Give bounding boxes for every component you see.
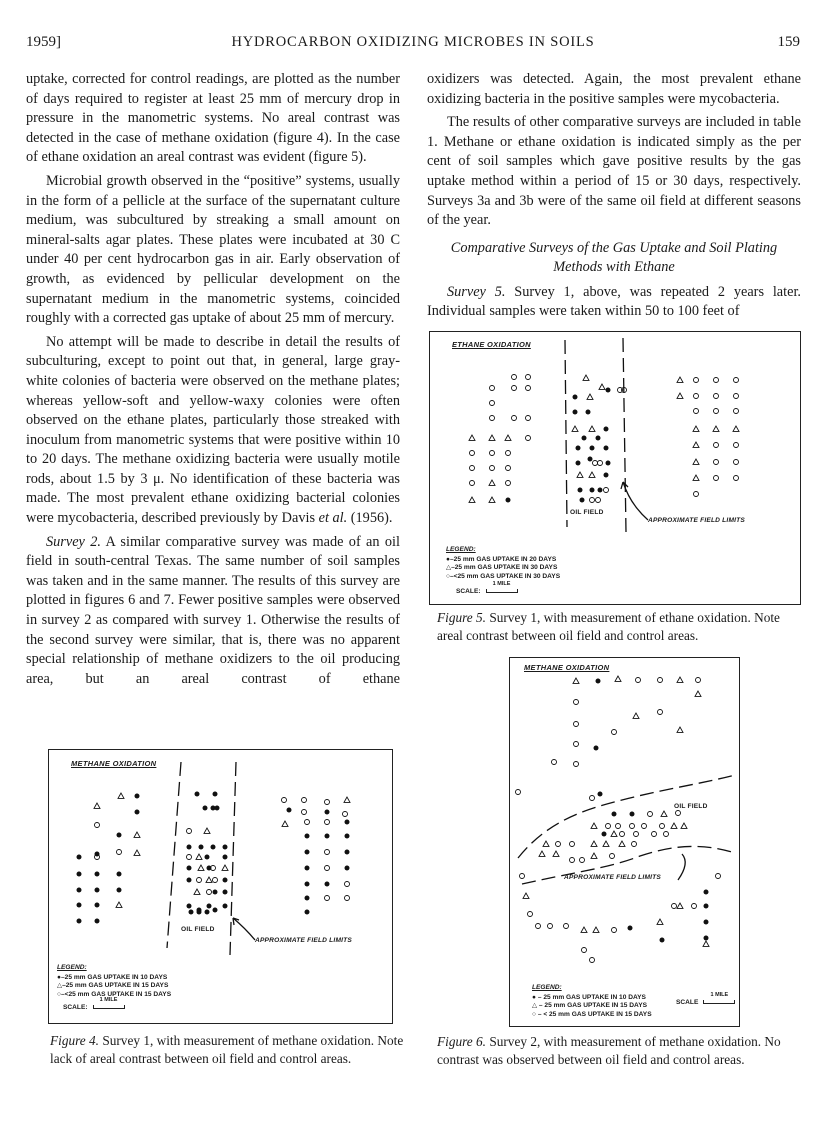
- open-circle-marker: [593, 461, 598, 466]
- open-circle-marker: [590, 498, 595, 503]
- filled-circle-marker: [117, 833, 122, 838]
- open-circle-marker: [696, 678, 701, 683]
- filled-circle-marker: [205, 855, 210, 860]
- open-circle-marker: [117, 850, 122, 855]
- filled-circle-marker: [117, 872, 122, 877]
- filled-circle-marker: [189, 910, 194, 915]
- filled-circle-marker: [213, 890, 218, 895]
- figure-5-map: [429, 331, 801, 605]
- filled-circle-marker: [223, 878, 228, 883]
- triangle-marker: [695, 691, 701, 696]
- open-circle-marker: [620, 832, 625, 837]
- triangle-marker: [198, 865, 204, 870]
- filled-circle-marker: [573, 410, 578, 415]
- open-circle-marker: [345, 896, 350, 901]
- triangle-marker: [599, 384, 605, 389]
- oil-field-label: OIL FIELD: [570, 509, 604, 516]
- filled-circle-marker: [305, 850, 310, 855]
- open-circle-marker: [660, 824, 665, 829]
- filled-circle-marker: [135, 810, 140, 815]
- triangle-marker: [591, 853, 597, 858]
- open-circle-marker: [95, 823, 100, 828]
- open-circle-marker: [714, 409, 719, 414]
- running-header: [26, 34, 800, 54]
- filled-circle-marker: [704, 920, 709, 925]
- open-circle-marker: [574, 700, 579, 705]
- filled-circle-marker: [345, 834, 350, 839]
- open-circle-marker: [574, 762, 579, 767]
- filled-circle-marker: [197, 910, 202, 915]
- open-circle-marker: [604, 488, 609, 493]
- filled-circle-marker: [704, 890, 709, 895]
- figure-4-legend: LEGEND: ●–25 mm GAS UPTAKE IN 10 DAYS △–25 mm GAS UPTAKE IN 15 DAYS ○–<25 mm GAS UPTAKE IN 15 DAYS: [57, 964, 172, 998]
- open-circle-marker: [556, 842, 561, 847]
- triangle-marker: [591, 823, 597, 828]
- open-circle-marker: [490, 416, 495, 421]
- figure-5-caption: Figure 5. Survey 1, with measurement of ethane oxidation. Note areal contrast between oil field and control areas.: [437, 610, 780, 643]
- filled-circle-marker: [704, 936, 709, 941]
- open-circle-marker: [734, 443, 739, 448]
- filled-circle-marker: [77, 919, 82, 924]
- triangle-marker: [677, 727, 683, 732]
- filled-circle-marker: [594, 746, 599, 751]
- open-circle-marker: [664, 832, 669, 837]
- filled-circle-marker: [325, 834, 330, 839]
- field-limits-label: APPROXIMATE FIELD LIMITS: [564, 874, 661, 881]
- filled-circle-marker: [578, 488, 583, 493]
- filled-circle-marker: [77, 872, 82, 877]
- filled-circle-marker: [77, 888, 82, 893]
- triangle-marker: [713, 426, 719, 431]
- field-limits-label: APPROXIMATE FIELD LIMITS: [255, 937, 352, 944]
- triangle-marker: [693, 475, 699, 480]
- open-circle-marker: [658, 710, 663, 715]
- triangle-marker: [587, 394, 593, 399]
- open-circle-marker: [714, 476, 719, 481]
- figure-5-legend: LEGEND: ●–25 mm GAS UPTAKE IN 20 DAYS △–25 mm GAS UPTAKE IN 30 DAYS ○–<25 mm GAS UPTAKE IN 30 DAYS: [446, 546, 561, 580]
- field-limit-arrow: [623, 482, 648, 520]
- field-boundary-line: [518, 775, 735, 858]
- triangle-marker: [118, 793, 124, 798]
- filled-circle-marker: [598, 488, 603, 493]
- open-circle-marker: [714, 378, 719, 383]
- triangle-marker: [677, 677, 683, 682]
- open-circle-marker: [634, 832, 639, 837]
- open-circle-marker: [610, 854, 615, 859]
- paragraph: oxidizers was detected. Again, the most prevalent ethane oxidizing bacteria in the positive samples were mycobacteria.: [427, 71, 801, 107]
- open-circle-marker: [325, 866, 330, 871]
- triangle-marker: [693, 426, 699, 431]
- filled-circle-marker: [345, 850, 350, 855]
- filled-circle-marker: [606, 461, 611, 466]
- filled-circle-marker: [305, 910, 310, 915]
- filled-circle-marker: [590, 446, 595, 451]
- open-circle-marker: [632, 842, 637, 847]
- open-circle-marker: [512, 375, 517, 380]
- filled-circle-marker: [305, 882, 310, 887]
- open-circle-marker: [526, 375, 531, 380]
- field-limits-label: APPROXIMATE FIELD LIMITS: [648, 517, 745, 524]
- open-circle-marker: [714, 443, 719, 448]
- open-circle-marker: [590, 796, 595, 801]
- open-circle-marker: [648, 812, 653, 817]
- open-circle-marker: [714, 460, 719, 465]
- open-circle-marker: [606, 824, 611, 829]
- open-circle-marker: [694, 409, 699, 414]
- scale-bar: SCALE: 1 MILE: [63, 1004, 125, 1011]
- oil-field-label: OIL FIELD: [674, 803, 708, 810]
- filled-circle-marker: [95, 903, 100, 908]
- scale-bar: SCALE 1 MILE: [676, 999, 735, 1006]
- page-number: 159: [777, 34, 800, 50]
- open-circle-marker: [490, 386, 495, 391]
- open-circle-marker: [734, 409, 739, 414]
- triangle-marker: [204, 828, 210, 833]
- open-circle-marker: [570, 842, 575, 847]
- triangle-marker: [693, 459, 699, 464]
- filled-circle-marker: [606, 388, 611, 393]
- filled-circle-marker: [77, 903, 82, 908]
- triangle-marker: [583, 375, 589, 380]
- open-circle-marker: [612, 730, 617, 735]
- open-circle-marker: [187, 855, 192, 860]
- open-circle-marker: [470, 451, 475, 456]
- triangle-marker: [489, 435, 495, 440]
- open-circle-marker: [580, 858, 585, 863]
- figure-4-title: METHANE OXIDATION: [71, 759, 157, 768]
- open-circle-marker: [197, 878, 202, 883]
- open-circle-marker: [676, 811, 681, 816]
- open-circle-marker: [506, 466, 511, 471]
- open-circle-marker: [490, 451, 495, 456]
- filled-circle-marker: [213, 792, 218, 797]
- open-circle-marker: [574, 722, 579, 727]
- triangle-marker: [194, 889, 200, 894]
- filled-circle-marker: [602, 832, 607, 837]
- open-circle-marker: [714, 394, 719, 399]
- open-circle-marker: [506, 481, 511, 486]
- open-circle-marker: [598, 461, 603, 466]
- running-title: HYDROCARBON OXIDIZING MICROBES IN SOILS: [231, 34, 595, 50]
- filled-circle-marker: [612, 812, 617, 817]
- triangle-marker: [94, 803, 100, 808]
- open-circle-marker: [470, 481, 475, 486]
- paragraph: Survey 5. Survey 1, above, was repeated 2 years later. Individual samples were taken within 50 to 100 feet of: [427, 283, 801, 320]
- open-circle-marker: [512, 386, 517, 391]
- triangle-marker: [671, 823, 677, 828]
- open-circle-marker: [490, 466, 495, 471]
- filled-circle-marker: [580, 498, 585, 503]
- triangle-marker: [206, 877, 212, 882]
- open-circle-marker: [528, 912, 533, 917]
- open-circle-marker: [694, 378, 699, 383]
- filled-circle-marker: [573, 395, 578, 400]
- figure-6-title: METHANE OXIDATION: [524, 663, 610, 672]
- open-circle-marker: [536, 924, 541, 929]
- filled-circle-marker: [704, 904, 709, 909]
- filled-circle-marker: [207, 904, 212, 909]
- right-column: [427, 70, 801, 322]
- open-circle-marker: [470, 466, 475, 471]
- triangle-marker: [661, 811, 667, 816]
- triangle-marker: [505, 435, 511, 440]
- open-circle-marker: [490, 401, 495, 406]
- field-boundary-line: [565, 340, 567, 527]
- filled-circle-marker: [77, 855, 82, 860]
- section-subheading: Comparative Surveys of the Gas Uptake and Soil Plating Methods with Ethane: [450, 239, 778, 275]
- filled-circle-marker: [95, 919, 100, 924]
- filled-circle-marker: [187, 866, 192, 871]
- filled-circle-marker: [325, 882, 330, 887]
- filled-circle-marker: [223, 904, 228, 909]
- figure-6-plot: [510, 658, 739, 1026]
- filled-circle-marker: [345, 866, 350, 871]
- triangle-marker: [116, 902, 122, 907]
- filled-circle-marker: [506, 498, 511, 503]
- filled-circle-marker: [596, 436, 601, 441]
- open-circle-marker: [616, 824, 621, 829]
- open-circle-marker: [302, 810, 307, 815]
- triangle-marker: [703, 941, 709, 946]
- triangle-marker: [581, 927, 587, 932]
- open-circle-marker: [345, 882, 350, 887]
- figure-4-map: [48, 749, 393, 1024]
- open-circle-marker: [642, 824, 647, 829]
- filled-circle-marker: [588, 457, 593, 462]
- open-circle-marker: [734, 394, 739, 399]
- figure-6-legend: LEGEND: ● – 25 mm GAS UPTAKE IN 10 DAYS △ – 25 mm GAS UPTAKE IN 15 DAYS ○ – < 25 mm GAS UPTAKE IN 15 DAYS: [532, 984, 652, 1018]
- triangle-marker: [619, 841, 625, 846]
- triangle-marker: [134, 832, 140, 837]
- triangle-marker: [489, 480, 495, 485]
- open-circle-marker: [564, 924, 569, 929]
- filled-circle-marker: [199, 845, 204, 850]
- triangle-marker: [603, 841, 609, 846]
- open-circle-marker: [590, 958, 595, 963]
- filled-circle-marker: [203, 806, 208, 811]
- filled-circle-marker: [598, 792, 603, 797]
- paragraph: Microbial growth observed in the “positive” systems, usually in the form of a pellicle at the surface of the supernatant culture medium, was subcultured by streaking a small amount on mineral-salts agar plates. These plates were incubated at 30 C under 40 per cent hydrocarbon gas in air. Early observation of growth, as evidenced by pellicular development on the supernatant medium in the manometric systems, coincided roughly with a corrected gas uptake of about 25 mm of mercury.: [26, 172, 400, 327]
- open-circle-marker: [658, 678, 663, 683]
- open-circle-marker: [672, 904, 677, 909]
- filled-circle-marker: [195, 792, 200, 797]
- scale-bar: SCALE: 1 MILE: [456, 588, 518, 595]
- figure-5-title: ETHANE OXIDATION: [452, 340, 531, 349]
- filled-circle-marker: [223, 845, 228, 850]
- filled-circle-marker: [586, 410, 591, 415]
- filled-circle-marker: [305, 866, 310, 871]
- open-circle-marker: [570, 858, 575, 863]
- open-circle-marker: [526, 416, 531, 421]
- filled-circle-marker: [223, 890, 228, 895]
- open-circle-marker: [516, 790, 521, 795]
- paragraph: The results of other comparative surveys are included in table 1. Methane or ethane oxidation is indicated simply as the per cent of soil samples which gave positive results by the gas uptake method within a period of 15 or 30 days, respectively. Surveys 3a and 3b were of the same oil field at different seasons of the year.: [427, 114, 801, 229]
- open-circle-marker: [652, 832, 657, 837]
- open-circle-marker: [325, 800, 330, 805]
- open-circle-marker: [305, 820, 310, 825]
- triangle-marker: [593, 927, 599, 932]
- paragraph: Survey 2. A similar comparative survey was made of an oil field in south-central Texas. The same number of soil samples was taken and in the same manner. The results of this survey are plotted in figures 6 and 7. Fewer positive samples were observed in survey 2 as compared with survey 1. Otherwise the results of the second survey were similar, that is, there was no apparent special relationship of methane oxidizers to the oil producing area, but an areal contrast of ethane: [26, 533, 400, 687]
- open-circle-marker: [506, 451, 511, 456]
- triangle-marker: [611, 831, 617, 836]
- open-circle-marker: [716, 874, 721, 879]
- open-circle-marker: [325, 820, 330, 825]
- filled-circle-marker: [576, 446, 581, 451]
- open-circle-marker: [548, 924, 553, 929]
- field-boundary-line: [623, 338, 626, 532]
- triangle-marker: [657, 919, 663, 924]
- field-boundary-line: [167, 762, 181, 948]
- triangle-marker: [693, 442, 699, 447]
- open-circle-marker: [734, 476, 739, 481]
- filled-circle-marker: [187, 904, 192, 909]
- open-circle-marker: [630, 824, 635, 829]
- filled-circle-marker: [604, 427, 609, 432]
- filled-circle-marker: [590, 488, 595, 493]
- open-circle-marker: [574, 742, 579, 747]
- triangle-marker: [589, 426, 595, 431]
- filled-circle-marker: [660, 938, 665, 943]
- triangle-marker: [523, 893, 529, 898]
- open-circle-marker: [302, 798, 307, 803]
- triangle-marker: [573, 678, 579, 683]
- triangle-marker: [469, 497, 475, 502]
- figure-6-caption: Figure 6. Survey 2, with measurement of methane oxidation. No contrast was observed between oil field and control areas.: [437, 1034, 781, 1067]
- open-circle-marker: [520, 874, 525, 879]
- filled-circle-marker: [95, 888, 100, 893]
- filled-circle-marker: [576, 461, 581, 466]
- filled-circle-marker: [305, 834, 310, 839]
- filled-circle-marker: [305, 896, 310, 901]
- triangle-marker: [134, 850, 140, 855]
- open-circle-marker: [734, 378, 739, 383]
- open-circle-marker: [325, 850, 330, 855]
- filled-circle-marker: [187, 878, 192, 883]
- open-circle-marker: [526, 436, 531, 441]
- open-circle-marker: [734, 460, 739, 465]
- open-circle-marker: [552, 760, 557, 765]
- left-column: [26, 70, 400, 689]
- triangle-marker: [615, 676, 621, 681]
- filled-circle-marker: [628, 926, 633, 931]
- open-circle-marker: [282, 798, 287, 803]
- triangle-marker: [572, 426, 578, 431]
- open-circle-marker: [213, 878, 218, 883]
- filled-circle-marker: [630, 812, 635, 817]
- triangle-marker: [489, 497, 495, 502]
- open-circle-marker: [694, 394, 699, 399]
- filled-circle-marker: [95, 872, 100, 877]
- filled-circle-marker: [117, 888, 122, 893]
- filled-circle-marker: [604, 473, 609, 478]
- triangle-marker: [589, 472, 595, 477]
- filled-circle-marker: [223, 855, 228, 860]
- filled-circle-marker: [187, 845, 192, 850]
- triangle-marker: [633, 713, 639, 718]
- filled-circle-marker: [135, 794, 140, 799]
- triangle-marker: [681, 823, 687, 828]
- field-limit-arrow: [678, 854, 685, 880]
- triangle-marker: [733, 426, 739, 431]
- field-boundary-line: [230, 762, 236, 955]
- paragraph: No attempt will be made to describe in detail the results of subculturing, except to point out that, in general, large gray-white colonies of bacteria were observed on the methane plates; whereas yellow-soft and yellow-waxy colonies were often observed on the ethane plates, particularly those streaked with inoculum from manometric systems that were positive within 10 to 20 days. The methane oxidizing bacteria were usually motile rods, about 1.5 by 3 μ. No identification of these bacteria was made. The most prevalent ethane oxidizing bacterial colonies were mycobacteria, described previously by Davis et al. (1956).: [26, 333, 400, 527]
- filled-circle-marker: [213, 908, 218, 913]
- filled-circle-marker: [582, 436, 587, 441]
- open-circle-marker: [636, 678, 641, 683]
- filled-circle-marker: [345, 820, 350, 825]
- field-limit-arrow: [233, 918, 255, 940]
- open-circle-marker: [187, 829, 192, 834]
- filled-circle-marker: [596, 679, 601, 684]
- oil-field-label: OIL FIELD: [181, 926, 215, 933]
- filled-circle-marker: [287, 808, 292, 813]
- triangle-marker: [469, 435, 475, 440]
- open-circle-marker: [207, 890, 212, 895]
- paragraph: uptake, corrected for control readings, are plotted as the number of days required to register at least 25 mm of mercury drop in pressure in the manometric systems. No areal contrast was detected in the case of methane oxidation (figure 4). In the case of ethane oxidation an areal contrast was evident (figure 5).: [26, 71, 400, 166]
- triangle-marker: [222, 865, 228, 870]
- triangle-marker: [677, 903, 683, 908]
- triangle-marker: [282, 821, 288, 826]
- open-circle-marker: [343, 812, 348, 817]
- triangle-marker: [539, 851, 545, 856]
- open-circle-marker: [692, 904, 697, 909]
- figure-6-map: [509, 657, 740, 1027]
- open-circle-marker: [582, 948, 587, 953]
- filled-circle-marker: [205, 910, 210, 915]
- filled-circle-marker: [325, 810, 330, 815]
- open-circle-marker: [512, 416, 517, 421]
- triangle-marker: [591, 841, 597, 846]
- open-circle-marker: [612, 928, 617, 933]
- triangle-marker: [577, 472, 583, 477]
- triangle-marker: [196, 854, 202, 859]
- filled-circle-marker: [211, 845, 216, 850]
- open-circle-marker: [526, 386, 531, 391]
- filled-circle-marker: [604, 446, 609, 451]
- open-circle-marker: [325, 896, 330, 901]
- triangle-marker: [543, 841, 549, 846]
- triangle-marker: [344, 797, 350, 802]
- open-circle-marker: [694, 492, 699, 497]
- triangle-marker: [677, 377, 683, 382]
- triangle-marker: [677, 393, 683, 398]
- triangle-marker: [553, 851, 559, 856]
- figure-4-caption: Figure 4. Survey 1, with measurement of methane oxidation. Note lack of areal contrast between oil field and control areas.: [50, 1033, 404, 1066]
- filled-circle-marker: [215, 806, 220, 811]
- header-year: 1959]: [26, 34, 61, 50]
- open-circle-marker: [596, 498, 601, 503]
